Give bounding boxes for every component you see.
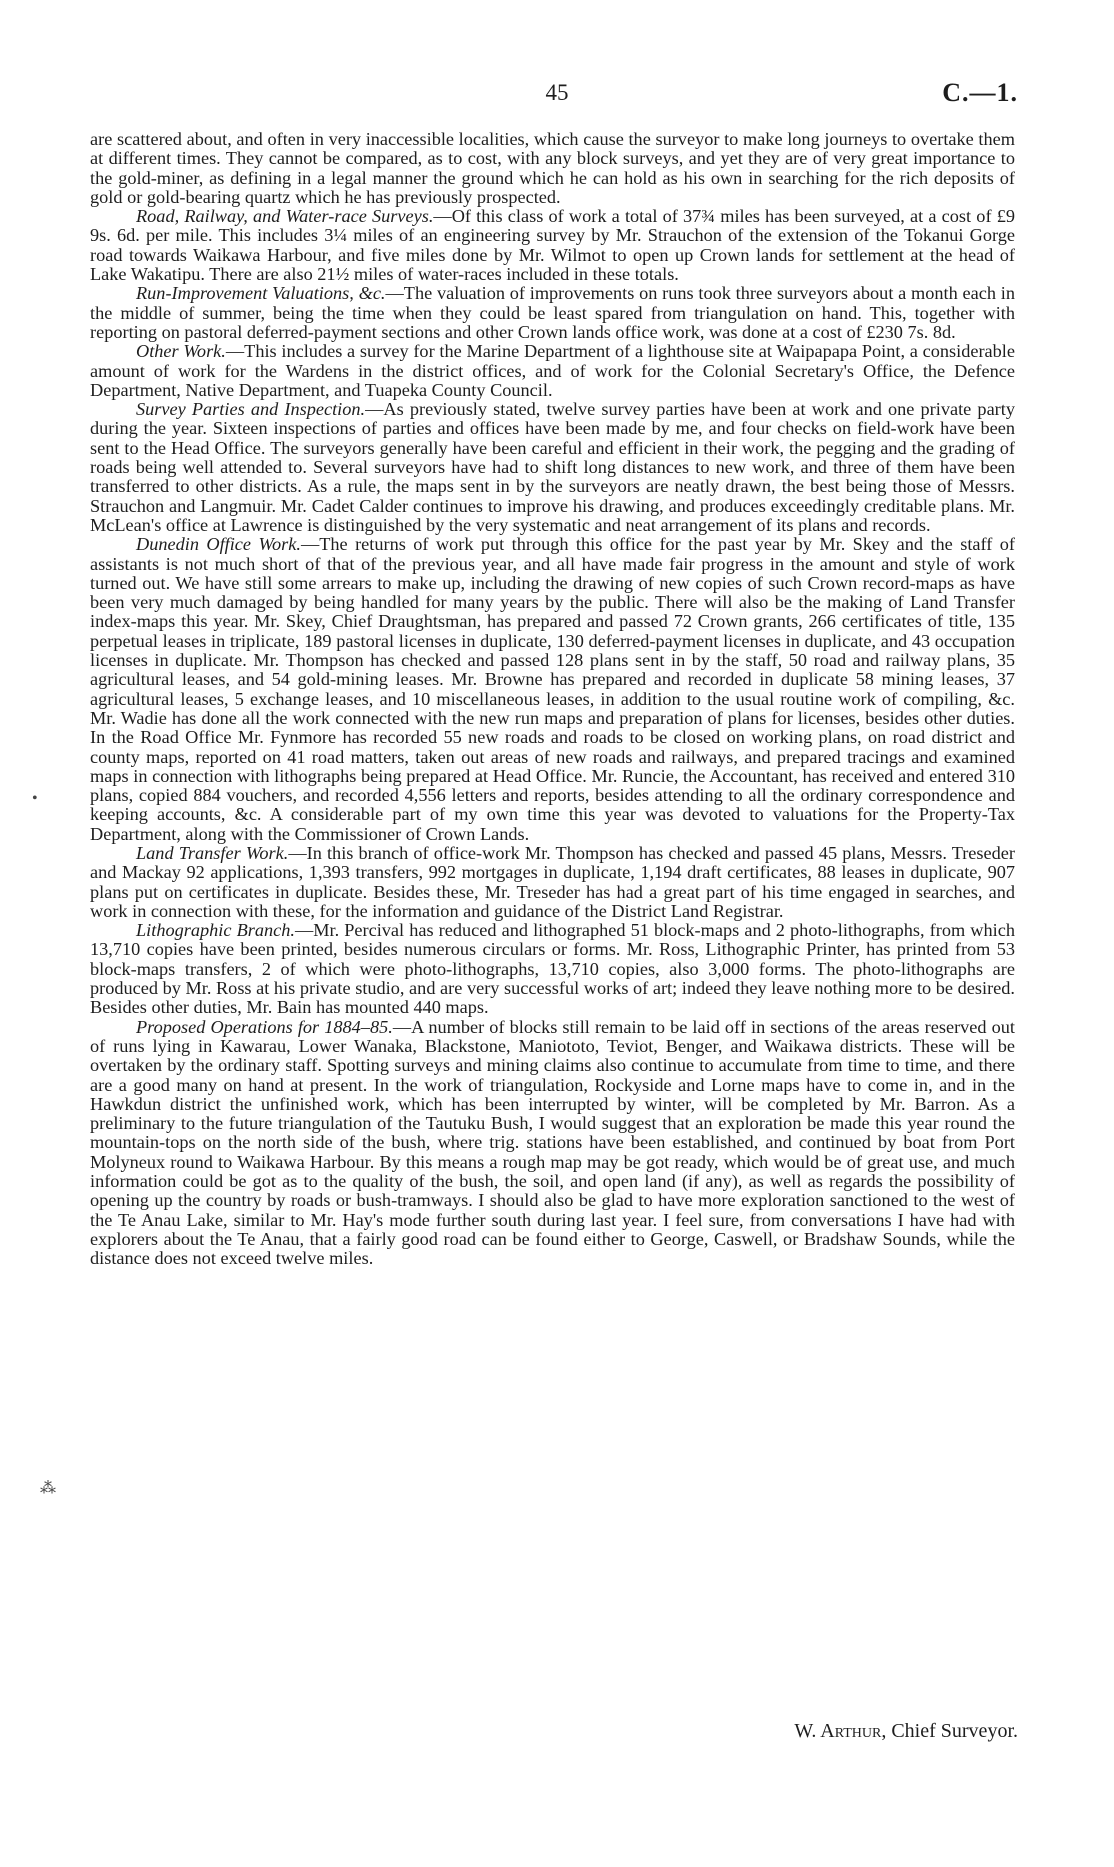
margin-dot-mark: • [32,790,38,807]
page-number: 45 [545,80,569,105]
paragraph-text: —As previously stated, twelve survey parties have been at work and one private party during the year. Sixteen inspections of parties and offices have been made by me, and four checks on field-work have been sent to the Head Office. The surveyors generally have been careful and efficient in their work, the pegging and the grading of roads being well attended to. Several surveyors have had to shift long distances to new work, and three of them have been transferred to other districts. As a rule, the maps sent in by the surveyors are neatly drawn, the best being those of Messrs. Strauchon and Langmuir. Mr. Cadet Calder continues to improve his drawing, and produces exceedingly creditable plans. Mr. McLean's office at Lawrence is distinguished by the very systematic and neat arrangement of its plans and records. [90,399,1015,535]
paragraph-land-transfer [90,844,1015,921]
signature-name: W. Arthur [794,1720,882,1742]
paragraph-text: —A number of blocks still remain to be laid off in sections of the areas reserved out of runs lying in Kawarau, Lower Wanaka, Blackstone, Maniototo, Teviot, Benger, and Waikawa districts. These will be overtaken by the ordinary staff. Spotting surveys and mining claims also continue to accumulate from time to time, and there are a good many on hand at present. In the work of triangulation, Rockyside and Lorne maps have to come in, and in the Hawkdun district the unfinished work, which has been interrupted by winter, will be completed by Mr. Barron. As a preliminary to the future triangulation of the Tautuku Bush, I would suggest that an exploration be made this year round the mountain-tops on the north side of the bush, where trig. stations have been established, and continued by boat from Port Molyneux round to Waikawa Harbour. By this means a rough map may be got ready, which would be of great use, and much information could be got as to the quality of the bush, the soil, and open land (if any), as well as regards the possibility of opening up the country by roads or bush-tramways. I should also be glad to have more exploration sanctioned to the west of the Te Anau Lake, similar to Mr. Hay's mode further south during last year. I feel sure, from conversations I have had with explorers about the Te Anau, that a fairly good road can be found either to George, Caswell, or Bradshaw Sounds, while the distance does not exceed twelve miles. [90,1016,1015,1269]
paragraph-proposed-operations [90,1018,1015,1269]
section-heading: Land Transfer Work. [136,842,289,863]
section-heading: Survey Parties and Inspection. [136,399,366,420]
paragraph-road-surveys [90,207,1015,284]
paragraph-text: —In this branch of office-work Mr. Thompson has checked and passed 45 plans, Messrs. Treseder and Mackay 92 applications, 1,393 transfers, 992 mortgages in duplicate, 1,194 draft certificates, 88 leases in duplicate, 907 plans put on certificates in duplicate. Besides these, Mr. Treseder has had a great part of his time engaged in searches, and work in connection with these, for the information and guidance of the District Land Registrar. [90,842,1015,921]
paragraph-survey-parties [90,400,1015,535]
body-text [90,130,1015,1269]
paragraph-text: —Of this class of work a total of 37¾ miles has been surveyed, at a cost of £9 9s. 6d. per mile. This includes 3¼ miles of an engineering survey by Mr. Strauchon of the extension of the Tokanui Gorge road towards Waikawa Harbour, and five miles done by Mr. Wilmot to open up Crown lands for settlement at the head of Lake Wakatipu. There are also 21½ miles of water-races included in these totals. [90,206,1015,285]
margin-asterisk-mark: ⁂ [40,1480,56,1497]
paragraph-text: —The valuation of improvements on runs took three surveyors about a month each in the middle of summer, being the time when they could be least spared from triangulation on hand. This, together with reporting on pastoral deferred-payment sections and other Crown lands office work, was done at a cost of £230 7s. 8d. [90,283,1015,342]
section-heading: Dunedin Office Work. [136,534,301,555]
paragraph-text: —Mr. Percival has reduced and lithographed 51 block-maps and 2 photo-lithographs, from which 13,710 copies have been printed, besides numerous circulars or forms. Mr. Ross, Lithographic Printer, has printed from 53 block-maps transfers, 2 of which were photo-lithographs, 13,710 copies, also 3,000 forms. The photo-lithographs are produced by Mr. Ross at his private studio, and are very successful works of art; indeed they leave nothing more to be desired. Besides other duties, Mr. Bain has mounted 440 maps. [90,920,1015,1018]
section-heading: Lithographic Branch. [136,920,295,941]
section-heading: Other Work. [136,341,226,362]
section-heading: Proposed Operations for 1884–85. [136,1016,393,1037]
paragraph-other-work [90,342,1015,400]
paragraph-text: —This includes a survey for the Marine Department of a lighthouse site at Waipapapa Point, a considerable amount of work for the Wardens in the district offices, and of work for the Colonial Secretary's Office, the Defence Department, Native Department, and Tuapeka County Council. [90,341,1015,400]
paragraph-dunedin-office [90,535,1015,844]
signature [794,1720,1018,1743]
document-reference: C.—1. [942,78,1018,107]
paragraph-text: are scattered about, and often in very inaccessible localities, which cause the surveyor to make long journeys to overtake them at different times. They cannot be compared, as to cost, with any block surveys, and yet they are of very great importance to the gold-miner, as defining in a legal manner the ground which he can hold as his own in searching for the rich deposits of gold or gold-bearing quartz which he has previously prospected. [90,129,1015,207]
section-heading: Road, Railway, and Water-race Surveys. [136,206,434,227]
paragraph-run-improvement [90,284,1015,342]
signature-title: , Chief Surveyor. [881,1720,1018,1742]
paragraph-text: —The returns of work put through this office for the past year by Mr. Skey and the staff of assistants is not much short of that of the previous year, and all have made fair progress in the amount and style of work turned out. We have still some arrears to make up, including the drawing of new copies of such Crown record-maps as have been very much damaged by being handled for many years by the public. There will also be the making of Land Transfer index-maps this year. Mr. Skey, Chief Draughtsman, has prepared and passed 72 Crown grants, 266 certificates of title, 135 perpetual leases in triplicate, 189 pastoral licenses in duplicate, 130 deferred-payment licenses in duplicate, and 43 occupation licenses in duplicate. Mr. Thompson has checked and passed 128 plans sent in by the staff, 50 road and railway plans, 35 agricultural leases, and 54 gold-mining leases. Mr. Browne has prepared and recorded in duplicate 58 mining leases, 37 agricultural leases, 5 exchange leases, and 10 miscellaneous leases, in addition to the usual routine work of compiling, &c. Mr. Wadie has done all the work connected with the new run maps and preparation of plans for licenses, besides other duties. In the Road Office Mr. Fynmore has recorded 55 new roads and roads to be closed on working plans, on road district and county maps, reported on 41 road matters, taken out areas of new roads and railways, and prepared tracings and examined maps in connection with lithographs being prepared at Head Office. Mr. Runcie, the Accountant, has received and entered 310 plans, copied 884 vouchers, and recorded 4,556 letters and reports, besides attending to all the ordinary correspondence and keeping accounts, &c. A considerable part of my own time this year was devoted to valuations for the Property-Tax Department, along with the Commissioner of Crown Lands. [90,534,1015,844]
section-heading: Run-Improvement Valuations, &c. [136,283,386,304]
paragraph-intro [90,130,1015,207]
paragraph-lithographic [90,921,1015,1017]
